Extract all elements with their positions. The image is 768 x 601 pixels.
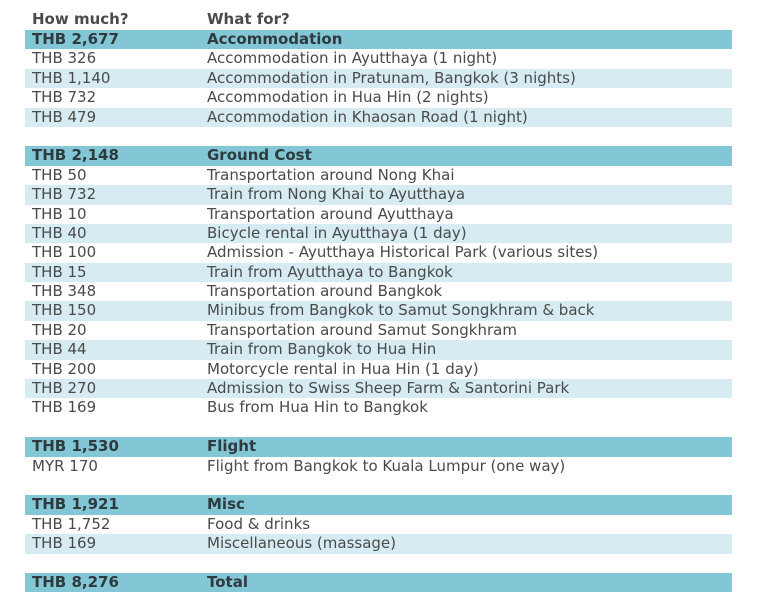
item-description: Transportation around Samut Songkhram bbox=[207, 320, 517, 339]
table-row bbox=[25, 205, 732, 224]
section-row bbox=[25, 437, 732, 456]
item-amount: THB 732 bbox=[32, 88, 97, 107]
item-amount: THB 479 bbox=[32, 107, 97, 126]
item-description: Admission - Ayutthaya Historical Park (various sites) bbox=[207, 243, 599, 262]
section-amount: THB 8,276 bbox=[32, 572, 119, 591]
section-row bbox=[25, 495, 732, 514]
section-row bbox=[25, 146, 732, 165]
item-amount: THB 100 bbox=[32, 243, 97, 262]
item-amount: THB 326 bbox=[32, 49, 97, 68]
table-row bbox=[25, 379, 732, 398]
item-description: Accommodation in Ayutthaya (1 night) bbox=[207, 49, 498, 68]
table-row bbox=[25, 88, 732, 107]
table-row bbox=[25, 398, 732, 417]
table-row bbox=[25, 185, 732, 204]
item-amount: THB 150 bbox=[32, 301, 97, 320]
table-row bbox=[25, 69, 732, 88]
item-description: Bus from Hua Hin to Bangkok bbox=[207, 398, 428, 417]
item-description: Train from Nong Khai to Ayutthaya bbox=[207, 185, 466, 204]
item-description: Minibus from Bangkok to Samut Songkhram & back bbox=[207, 301, 595, 320]
section-title: Misc bbox=[207, 495, 245, 514]
section-spacer bbox=[25, 127, 732, 146]
header-amount: How much? bbox=[32, 10, 129, 28]
header-description: What for? bbox=[207, 10, 290, 28]
item-amount: THB 15 bbox=[32, 262, 87, 281]
table-row bbox=[25, 224, 732, 243]
item-amount: THB 50 bbox=[32, 165, 87, 184]
item-description: Accommodation in Khaosan Road (1 night) bbox=[207, 107, 528, 126]
table-row bbox=[25, 340, 732, 359]
section-amount: THB 1,921 bbox=[32, 495, 119, 514]
table-row bbox=[25, 457, 732, 476]
table-row bbox=[25, 515, 732, 534]
item-amount: THB 169 bbox=[32, 398, 97, 417]
item-description: Food & drinks bbox=[207, 514, 311, 533]
item-description: Transportation around Ayutthaya bbox=[207, 204, 454, 223]
item-description: Train from Ayutthaya to Bangkok bbox=[207, 262, 453, 281]
item-amount: THB 20 bbox=[32, 320, 87, 339]
section-row bbox=[25, 573, 732, 592]
section-spacer bbox=[25, 476, 732, 495]
table-row bbox=[25, 243, 732, 262]
table-header bbox=[25, 8, 732, 30]
table-row bbox=[25, 534, 732, 553]
table-row bbox=[25, 282, 732, 301]
table-body bbox=[25, 30, 732, 592]
table-row bbox=[25, 301, 732, 320]
item-amount: MYR 170 bbox=[32, 456, 98, 475]
table-row bbox=[25, 166, 732, 185]
budget-table bbox=[25, 8, 732, 592]
item-description: Accommodation in Pratunam, Bangkok (3 nights) bbox=[207, 68, 576, 87]
table-row bbox=[25, 360, 732, 379]
item-description: Train from Bangkok to Hua Hin bbox=[207, 340, 437, 359]
item-amount: THB 40 bbox=[32, 223, 87, 242]
item-description: Miscellaneous (massage) bbox=[207, 534, 397, 553]
section-title: Total bbox=[207, 572, 248, 591]
item-description: Motorcycle rental in Hua Hin (1 day) bbox=[207, 359, 479, 378]
item-amount: THB 1,140 bbox=[32, 68, 111, 87]
item-description: Admission to Swiss Sheep Farm & Santorini Park bbox=[207, 379, 570, 398]
item-amount: THB 732 bbox=[32, 185, 97, 204]
item-description: Transportation around Bangkok bbox=[207, 282, 443, 301]
item-amount: THB 10 bbox=[32, 204, 87, 223]
table-row bbox=[25, 49, 732, 68]
table-row bbox=[25, 321, 732, 340]
item-amount: THB 270 bbox=[32, 379, 97, 398]
item-amount: THB 200 bbox=[32, 359, 97, 378]
section-title: Flight bbox=[207, 437, 257, 456]
item-description: Bicycle rental in Ayutthaya (1 day) bbox=[207, 223, 467, 242]
item-description: Flight from Bangkok to Kuala Lumpur (one way) bbox=[207, 456, 566, 475]
item-description: Transportation around Nong Khai bbox=[207, 165, 455, 184]
section-title: Accommodation bbox=[207, 30, 343, 48]
section-spacer bbox=[25, 418, 732, 437]
table-row bbox=[25, 263, 732, 282]
section-amount: THB 2,148 bbox=[32, 146, 119, 165]
item-amount: THB 169 bbox=[32, 534, 97, 553]
section-spacer bbox=[25, 554, 732, 573]
item-description: Accommodation in Hua Hin (2 nights) bbox=[207, 88, 489, 107]
section-amount: THB 2,677 bbox=[32, 30, 119, 48]
item-amount: THB 348 bbox=[32, 282, 97, 301]
item-amount: THB 1,752 bbox=[32, 514, 111, 533]
section-title: Ground Cost bbox=[207, 146, 312, 165]
table-row bbox=[25, 108, 732, 127]
section-amount: THB 1,530 bbox=[32, 437, 119, 456]
item-amount: THB 44 bbox=[32, 340, 87, 359]
section-row bbox=[25, 30, 732, 49]
